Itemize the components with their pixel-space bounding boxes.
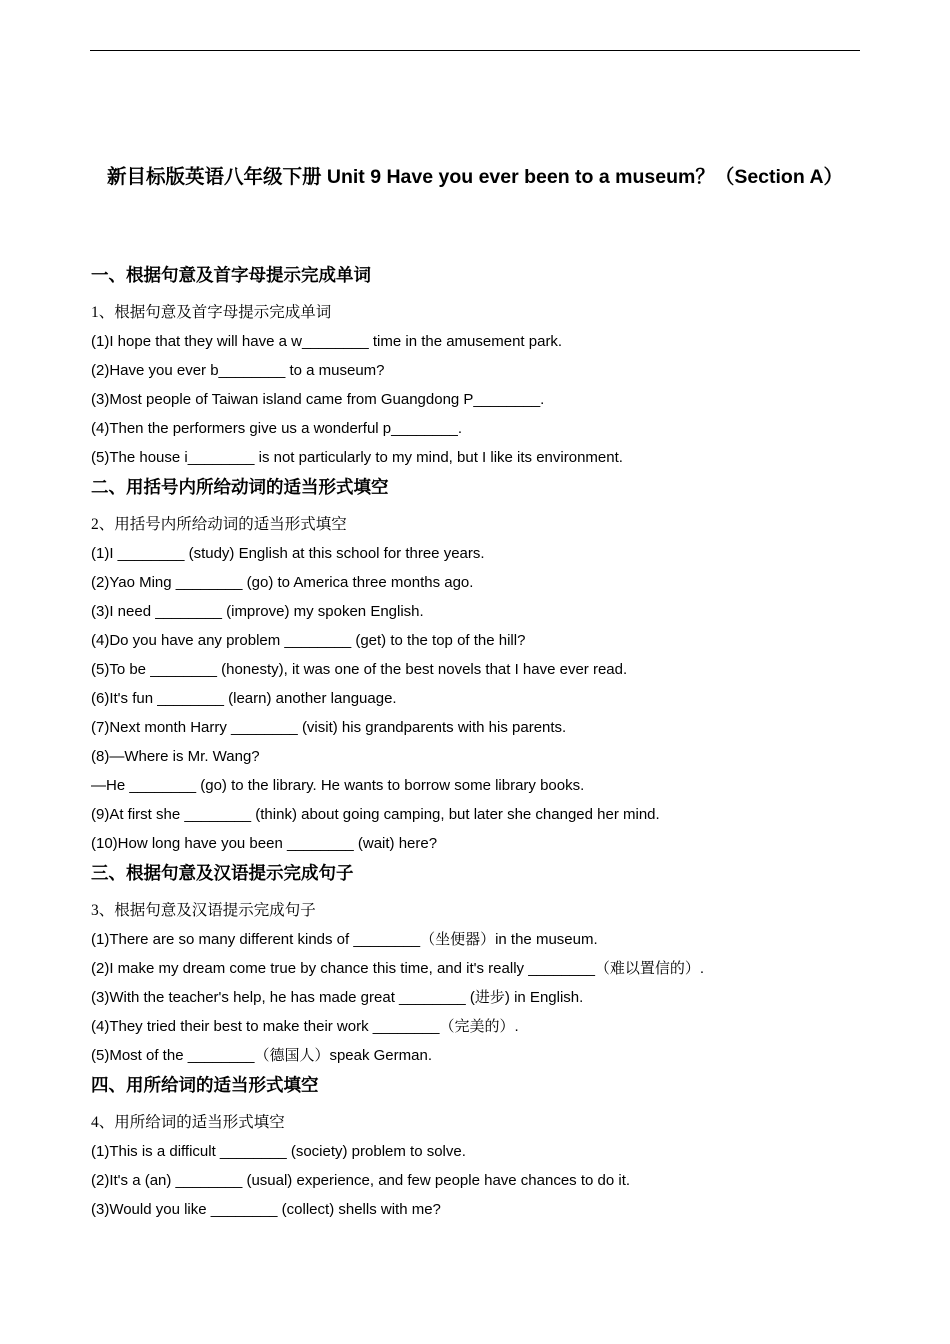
section-heading: 一、根据句意及首字母提示完成单词 <box>91 265 371 285</box>
section-subheading: 4、用所给词的适当形式填空 <box>91 1114 285 1131</box>
exercise-item: (5)Most of the ________（德国人）speak German. <box>91 1047 432 1064</box>
header-rule <box>90 50 860 51</box>
exercise-item: (2)I make my dream come true by chance this time, and it's really ________（难以置信的）. <box>91 960 705 977</box>
exercise-item: (1)I hope that they will have a w________ time in the amusement park. <box>91 333 563 350</box>
exercise-item: (9)At first she ________ (think) about going camping, but later she changed her mind. <box>91 806 660 823</box>
exercise-item: (1)This is a difficult ________ (society) problem to solve. <box>91 1143 466 1160</box>
exercise-item: (4)Do you have any problem ________ (get) to the top of the hill? <box>91 632 526 649</box>
exercise-item: (5)To be ________ (honesty), it was one of the best novels that I have ever read. <box>91 661 628 678</box>
section-subheading: 1、根据句意及首字母提示完成单词 <box>91 304 332 321</box>
section-2 <box>91 474 861 858</box>
section-heading: 三、根据句意及汉语提示完成句子 <box>91 863 354 883</box>
exercise-item: (3)I need ________ (improve) my spoken English. <box>91 603 424 620</box>
exercise-item: (4)Then the performers give us a wonderful p________. <box>91 420 463 437</box>
exercise-item: (2)It's a (an) ________ (usual) experience, and few people have chances to do it. <box>91 1172 631 1189</box>
exercise-item: (1)There are so many different kinds of ________（坐便器）in the museum. <box>91 931 598 948</box>
exercise-item: (7)Next month Harry ________ (visit) his grandparents with his parents. <box>91 719 567 736</box>
document-title: 新目标版英语八年级下册 Unit 9 Have you ever been to a museum？（Section A） <box>106 166 844 188</box>
section-4 <box>91 1072 861 1224</box>
exercise-item: —He ________ (go) to the library. He wants to borrow some library books. <box>91 777 585 794</box>
exercise-item: (8)—Where is Mr. Wang? <box>91 748 260 765</box>
section-1 <box>91 262 861 472</box>
exercise-item: (2)Have you ever b________ to a museum? <box>91 362 385 379</box>
exercise-item: (3)With the teacher's help, he has made great ________ (进步) in English. <box>91 989 584 1006</box>
section-subheading: 2、用括号内所给动词的适当形式填空 <box>91 516 347 533</box>
section-heading: 二、用括号内所给动词的适当形式填空 <box>91 477 389 497</box>
exercise-item: (1)I ________ (study) English at this school for three years. <box>91 545 485 562</box>
exercise-item: (5)The house i________ is not particularly to my mind, but I like its environment. <box>91 449 623 466</box>
exercise-item: (6)It's fun ________ (learn) another language. <box>91 690 397 707</box>
section-heading: 四、用所给词的适当形式填空 <box>91 1075 319 1095</box>
exercise-item: (2)Yao Ming ________ (go) to America three months ago. <box>91 574 474 591</box>
document-body <box>91 262 861 1226</box>
exercise-item: (3)Would you like ________ (collect) shells with me? <box>91 1201 441 1218</box>
exercise-item: (3)Most people of Taiwan island came from Guangdong P________. <box>91 391 545 408</box>
exercise-item: (4)They tried their best to make their work ________（完美的）. <box>91 1018 519 1035</box>
exercise-item: (10)How long have you been ________ (wait) here? <box>91 835 438 852</box>
section-3 <box>91 860 861 1070</box>
section-subheading: 3、根据句意及汉语提示完成句子 <box>91 902 316 919</box>
